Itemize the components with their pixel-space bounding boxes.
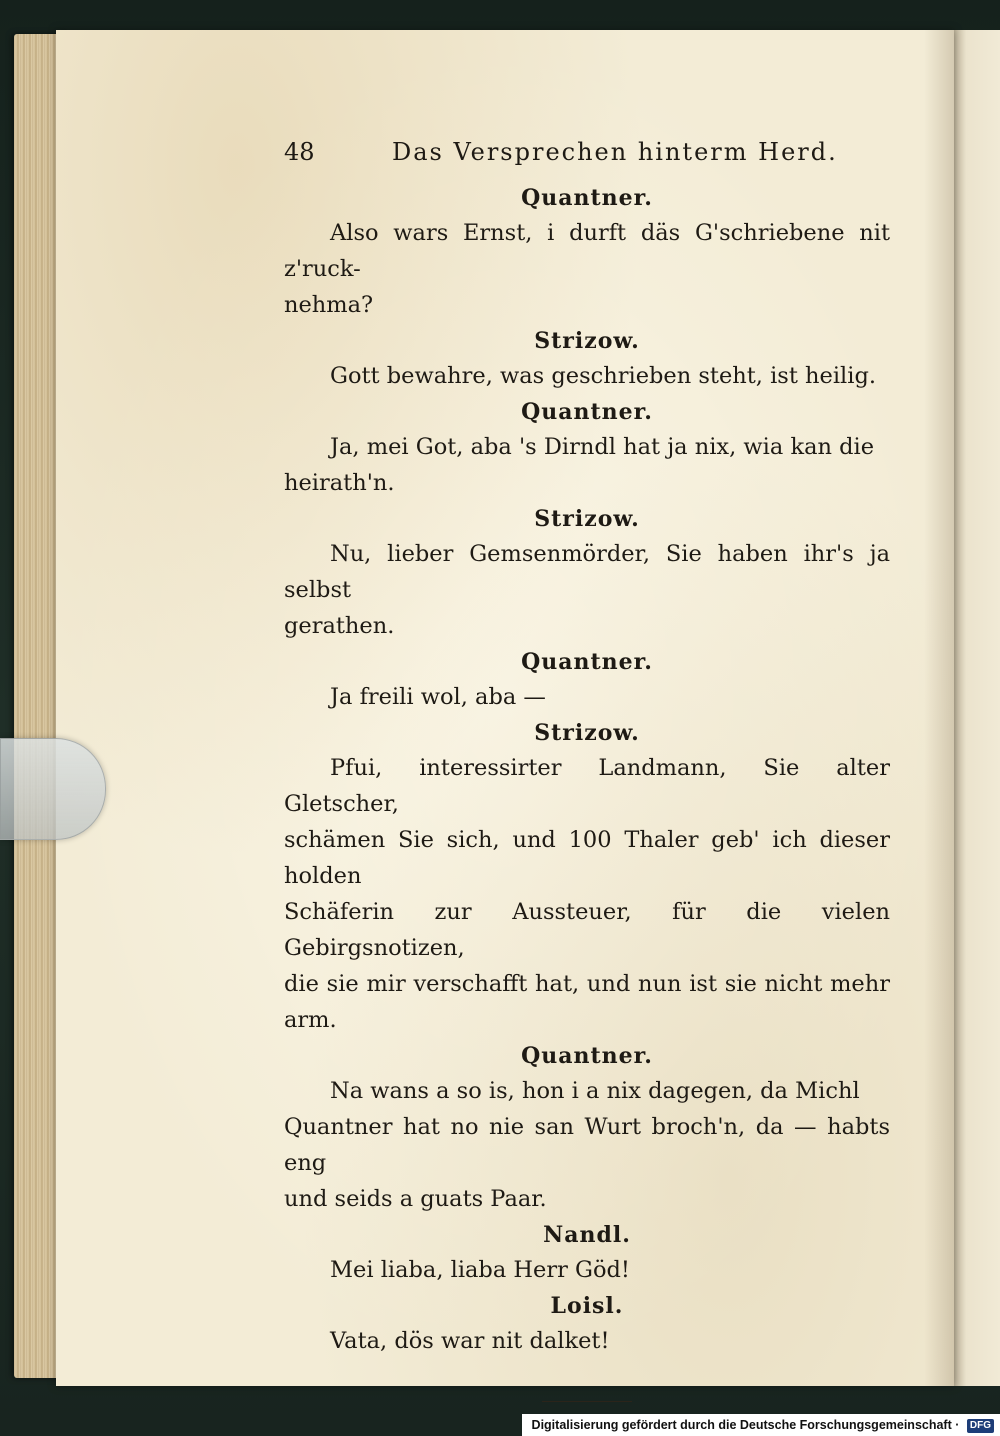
speech-line: Mei liaba, liaba Herr Göd! [330,1257,630,1283]
speaker-name: Strizow. [534,720,640,746]
speaker-name: Quantner. [521,649,653,675]
speaker-name: Nandl. [543,1222,631,1248]
speech-block [284,1288,890,1359]
running-title: Das Versprechen hinterm Herd. [392,138,838,166]
speech-line: Quantner hat no nie san Wurt broch'n, da — habts eng [284,1114,890,1176]
speech-block [284,394,890,501]
speaker-name: Quantner. [521,1043,653,1069]
speech-line: Schäferin zur Aussteuer, für die vielen Gebirgsnotizen, [284,899,890,961]
speech-line: schämen Sie sich, und 100 Thaler geb' ich dieser holden [284,827,890,889]
page-text-block [284,128,890,1402]
speech-line: die sie mir verschafft hat, und nun ist sie nicht mehr arm. [284,971,890,1033]
book-page [56,30,954,1386]
speech-block [284,1038,890,1217]
page-number: 48 [284,138,315,166]
speech-line: Na wans a so is, hon i a nix dagegen, da Michl [330,1078,860,1104]
credit-text: Digitalisierung gefördert durch die Deutsche Forschungsgemeinschaft · [531,1418,960,1432]
running-head [284,128,890,180]
speech-line: Ja, mei Got, aba 's Dirndl hat ja nix, wia kan die [330,434,875,460]
speech-block [284,180,890,323]
page-gutter-shadow [924,30,954,1386]
speech-block [284,323,890,394]
speech-line: Pfui, interessirter Landmann, Sie alter Gletscher, [284,755,890,817]
adjacent-page-strip [952,30,1000,1386]
speech-line: Nu, lieber Gemsenmörder, Sie haben ihr's ja selbst [284,541,890,603]
speech-line: Also wars Ernst, i durft däs G'schriebene nit z'ruck- [284,220,890,282]
speech-block [284,715,890,1038]
speech-line: heirath'n. [284,470,395,496]
digitization-credit [522,1414,1000,1436]
speaker-name: Quantner. [521,399,653,425]
speaker-name: Quantner. [521,185,653,211]
page-clip [0,738,106,840]
speech-line: nehma? [284,292,374,318]
speaker-name: Strizow. [534,328,640,354]
dfg-logo-icon: DFG [967,1419,994,1433]
speech-block [284,644,890,715]
speech-line: Vata, dös war nit dalket! [330,1328,610,1354]
speech-block [284,501,890,644]
closing-rule [542,1401,632,1402]
speaker-name: Strizow. [534,506,640,532]
speech-line: Gott bewahre, was geschrieben steht, ist heilig. [330,363,876,389]
speech-line: gerathen. [284,613,395,639]
speech-line: und seids a guats Paar. [284,1186,547,1212]
speech-line: Ja freili wol, aba — [330,684,546,710]
speech-block [284,1217,890,1288]
speaker-name: Loisl. [550,1293,624,1319]
